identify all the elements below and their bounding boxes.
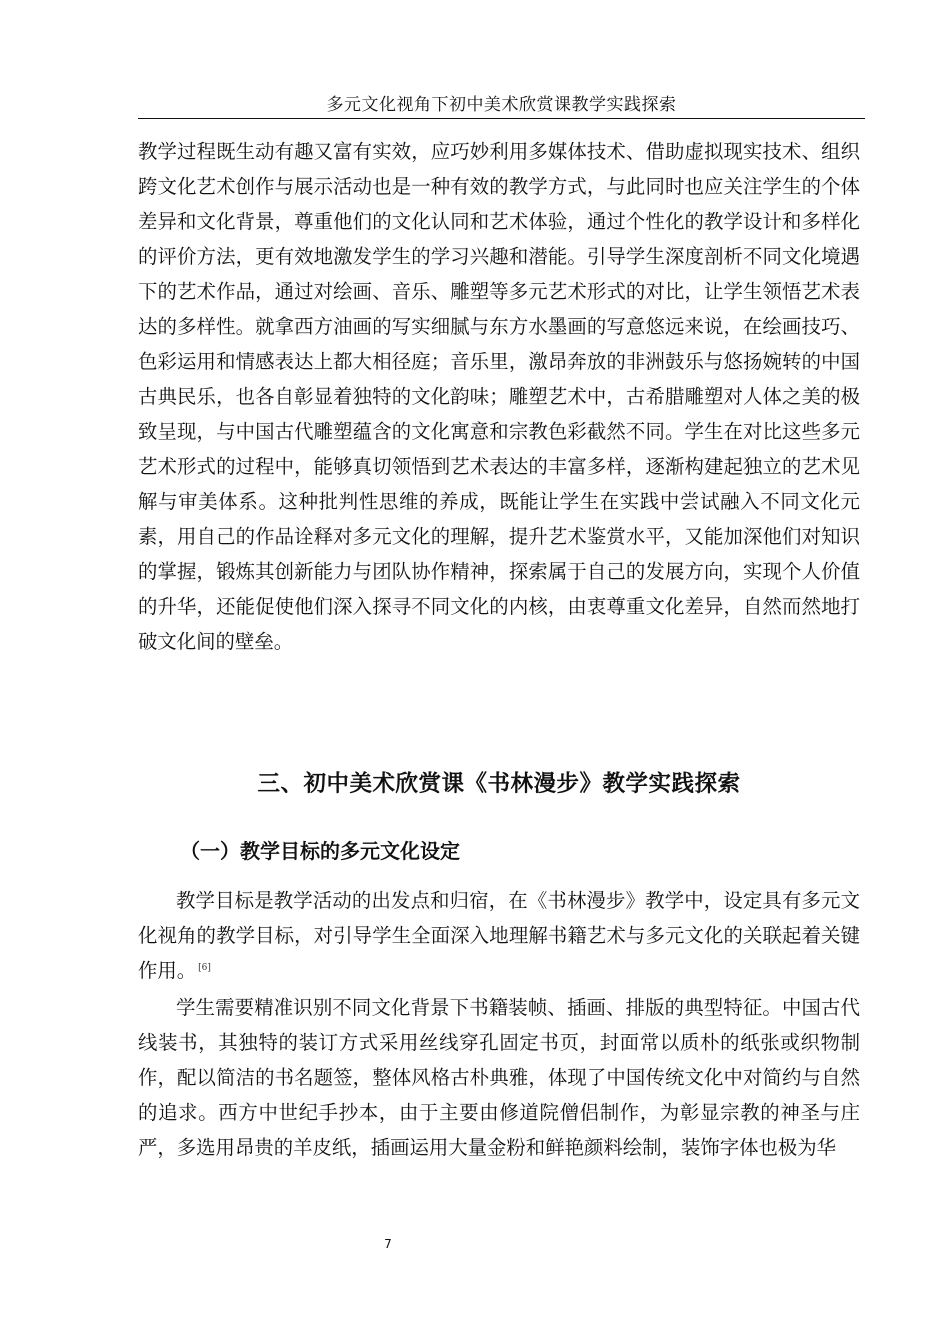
header-rule <box>138 118 865 119</box>
body-paragraph-1: 教学过程既生动有趣又富有实效，应巧妙利用多媒体技术、借助虚拟现实技术、组织跨文化艺术创作与展示活动也是一种有效的教学方式，与此同时也应关注学生的个体差异和文化背景，尊重他们的文化认同和艺术体验，通过个性化的教学设计和多样化的评价方法，更有效地激发学生的学习兴趣和潜能。引导学生深度剖析不同文化境遇下的艺术作品，通过对绘画、音乐、雕塑等多元艺术形式的对比，让学生领悟艺术表达的多样性。就拿西方油画的写实细腻与东方水墨画的写意悠远来说，在绘画技巧、色彩运用和情感表达上都大相径庭；音乐里，激昂奔放的非洲鼓乐与悠扬婉转的中国古典民乐，也各自彰显着独特的文化韵味；雕塑艺术中，古希腊雕塑对人体之美的极致呈现，与中国古代雕塑蕴含的文化寓意和宗教色彩截然不同。学生在对比这些多元艺术形式的过程中，能够真切领悟到艺术表达的丰富多样，逐渐构建起独立的艺术见解与审美体系。这种批判性思维的养成，既能让学生在实践中尝试融入不同文化元素，用自己的作品诠释对多元文化的理解，提升艺术鉴赏水平，又能加深他们对知识的掌握，锻炼其创新能力与团队协作精神，探索属于自己的发展方向，实现个人价值的升华，还能促使他们深入探寻不同文化的内核，由衷尊重文化差异，自然而然地打破文化间的壁垒。 <box>138 140 860 653</box>
paragraph-2-text: 教学目标是教学活动的出发点和归宿，在《书林漫步》教学中，设定具有多元文化视角的教学目标，对引导学生全面深入地理解书籍艺术与多元文化的关联起着关键作用。 <box>138 889 860 982</box>
body-paragraph-2 <box>138 883 860 988</box>
page-number: 7 <box>384 1237 392 1251</box>
subsection-heading: （一）教学目标的多元文化设定 <box>180 839 460 863</box>
citation-marker: [6] <box>198 963 211 973</box>
body-paragraph-3: 学生需要精准识别不同文化背景下书籍装帧、插画、排版的典型特征。中国古代线装书，其独特的装订方式采用丝线穿孔固定书页，封面常以质朴的纸张或织物制作，配以简洁的书名题签，整体风格古朴典雅，体现了中国传统文化中对简约与自然的追求。西方中世纪手抄本，由于主要由修道院僧侣制作，为彰显宗教的神圣与庄严，多选用昂贵的羊皮纸，插画运用大量金粉和鲜艳颜料绘制，装饰字体也极为华 <box>138 996 860 1159</box>
running-header: 多元文化视角下初中美术欣赏课教学实践探索 <box>326 95 677 115</box>
section-heading: 三、初中美术欣赏课《书林漫步》教学实践探索 <box>257 771 741 797</box>
